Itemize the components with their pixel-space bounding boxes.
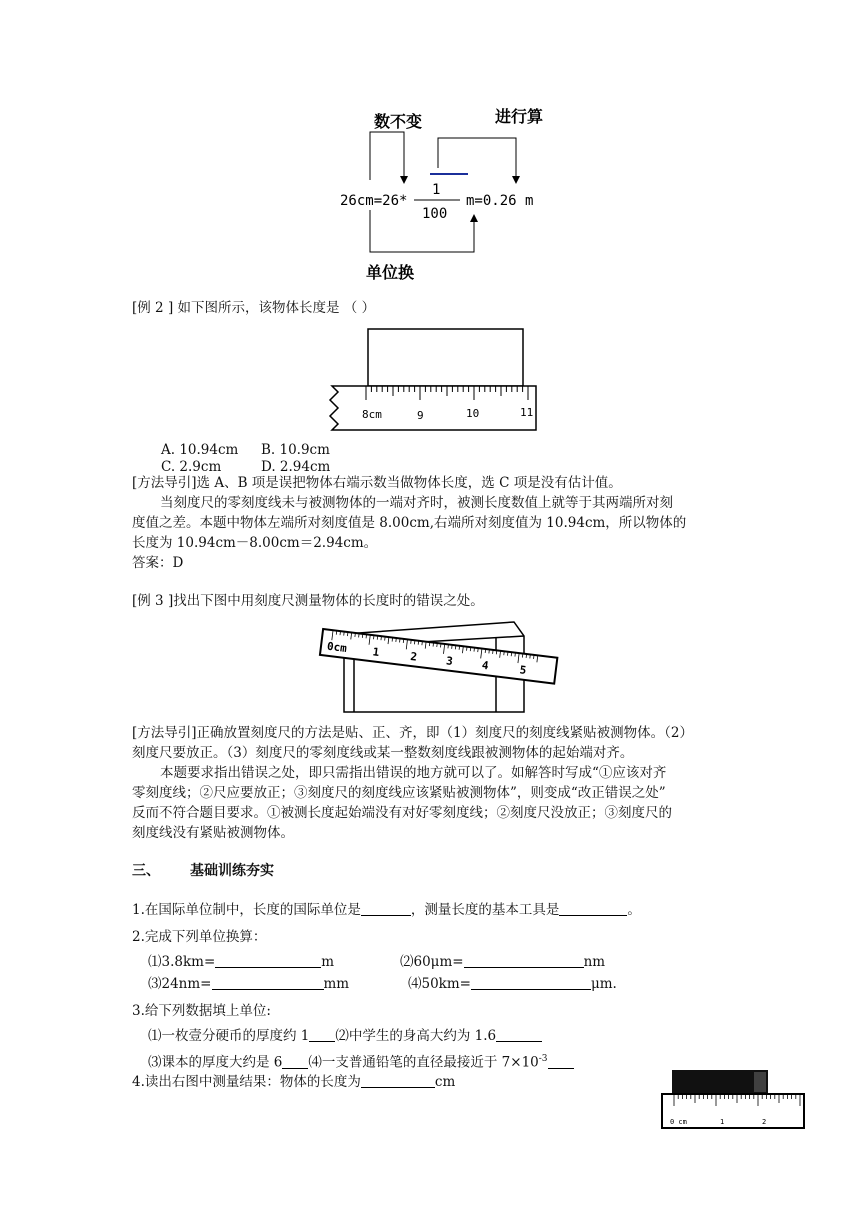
q1-text-b: ，测量长度的基本工具是 [410,902,560,918]
q2-unit-3: mm [323,976,350,992]
arrowhead [512,176,520,184]
q1-text-a: 1.在国际单位制中，长度的国际单位是 [132,902,361,918]
bracket-right-arrow [438,138,516,178]
example3-para-4: 刻度线没有紧贴被测物体。 [132,825,294,841]
option-d: D. 2.94cm [261,459,331,475]
measured-object [368,329,523,386]
denominator: 100 [422,206,448,222]
question-1 [132,899,641,921]
ruler-figure-example3 [314,616,564,716]
section-title: 基础训练夯实 [190,863,274,879]
q4-text-a: 4.读出右图中测量结果：物体的长度为 [132,1074,361,1090]
q4-unit: cm [434,1074,456,1090]
tick-label-4: 4 [481,658,490,673]
ruler-body [330,386,536,430]
tick-label-1: 1 [720,1118,725,1126]
example3-method-2: 刻度尺要放正。（3）刻度尺的零刻度线或某一整数刻度线跟被测物体的起始端对齐。 [132,745,634,761]
q2-blank-3[interactable] [212,974,324,990]
example3-para-2: 零刻度线；②尺应要放正；③刻度尺的刻度线应该紧贴被测物体”，则变成“改正错误之处” [132,785,666,801]
unit-conversion-figure [330,100,570,290]
q3-row-2 [148,1048,574,1074]
q1-blank-1[interactable] [361,900,411,916]
object-highlight [754,1072,766,1092]
q3-exponent: -3 [538,1054,548,1064]
q3-item-4-text: ⑷一支普通铅笔的直径最接近于 7×10 [308,1054,539,1071]
tick-label-0cm: 0 cm [670,1118,687,1126]
arrowhead [400,176,408,184]
q2-blank-4[interactable] [471,974,591,990]
tick-label-2: 2 [762,1118,767,1126]
q2-blank-1[interactable] [215,952,321,968]
example2-question: [例 2 ] 如下图所示，该物体长度是 （ ） [132,300,376,316]
example2-para-2: 度值之差。本题中物体左端所对刻度值是 8.00cm,右端所对刻度值为 10.94cm，所以物体的 [132,515,687,531]
tick-label-8cm: 8cm [362,408,382,421]
example3-question: [例 3 ]找出下图中用刻度尺测量物体的长度时的错误之处。 [132,593,484,609]
q3-row-1 [148,1025,542,1047]
conversion-right: m=0.26 m [466,193,534,209]
q3-blank-2[interactable] [496,1026,542,1042]
numerator: 1 [432,182,441,198]
label-calculate: 进行算 [495,107,544,126]
ruler-figure-q4 [658,1066,808,1134]
question-4 [132,1071,455,1093]
q2-unit-1: m [321,954,335,970]
q2-item-2 [400,951,605,973]
question-3-title: 3.给下列数据填上单位: [132,1003,271,1019]
tick-label-5: 5 [518,663,527,678]
label-number-unchanged: 数不变 [374,112,423,131]
tick-label-11: 11 [520,406,534,419]
q2-blank-2[interactable] [464,952,584,968]
example2-para-3: 长度为 10.94cm－8.00cm＝2.94cm。 [132,535,378,551]
q3-item-2-text: ⑵中学生的身高大约为 1.6 [335,1028,497,1044]
tick-label-3: 3 [445,654,454,669]
arrowhead [470,214,478,222]
section-number: 三、 [132,863,160,879]
tick-label-10: 10 [466,407,480,420]
black-object [672,1070,768,1094]
example2-method: [方法导引]选 A、B 项是误把物体右端示数当做物体长度，选 C 项是没有估计值。 [132,475,622,491]
q3-item-3-text: ⑶课本的厚度大约是 6 [148,1054,283,1071]
option-b: B. 10.9cm [261,442,330,458]
ruler-figure-example2 [322,324,540,436]
example3-para-3: 反而不符合题目要求。①被测长度起始端没有对好零刻度线；②刻度尺没放正；③刻度尺的 [132,805,672,821]
option-a: A. 10.94cm [161,442,239,458]
example2-answer: 答案：D [132,555,184,571]
q2-item-1 [148,951,334,973]
q2-item-4 [408,973,617,995]
q2-unit-2: nm [583,954,606,970]
tick-label-9: 9 [417,409,424,422]
q1-text-c: 。 [627,902,641,918]
label-unit-convert: 单位换 [366,263,415,282]
q2-unit-4: μm. [590,976,617,992]
tick-label-2: 2 [409,649,418,664]
option-c: C. 2.9cm [161,459,222,475]
q1-blank-2[interactable] [559,900,627,916]
q4-blank[interactable] [361,1072,435,1088]
bracket-left-arrow [370,132,404,180]
q2-item-4-text: ⑷50km= [408,976,471,992]
q2-item-3 [148,973,349,995]
tick-label-1: 1 [371,645,381,659]
example3-method-1: [方法导引]正确放置刻度尺的方法是贴、正、齐，即（1）刻度尺的刻度线紧贴被测物体。（2） [132,725,693,741]
q3-blank-4[interactable] [548,1053,574,1069]
q3-item-1-text: ⑴一枚壹分硬币的厚度约 1 [148,1028,310,1044]
example3-para-1: 本题要求指出错误之处，即只需指出错误的地方就可以了。如解答时写成“①应该对齐 [160,765,667,781]
q2-item-2-text: ⑵60μm= [400,954,464,970]
tick-label-0cm: 0cm [326,639,348,656]
example2-para-1: 当刻度尺的零刻度线未与被测物体的一端对齐时，被测长度数值上就等于其两端所对刻 [160,495,673,511]
conversion-left: 26cm=26* [340,193,408,209]
q2-item-1-text: ⑴3.8km= [148,954,216,970]
q3-blank-1[interactable] [309,1026,335,1042]
q3-blank-3[interactable] [282,1053,308,1069]
question-2-title: 2.完成下列单位换算： [132,929,267,945]
q2-item-3-text: ⑶24nm= [148,976,212,992]
